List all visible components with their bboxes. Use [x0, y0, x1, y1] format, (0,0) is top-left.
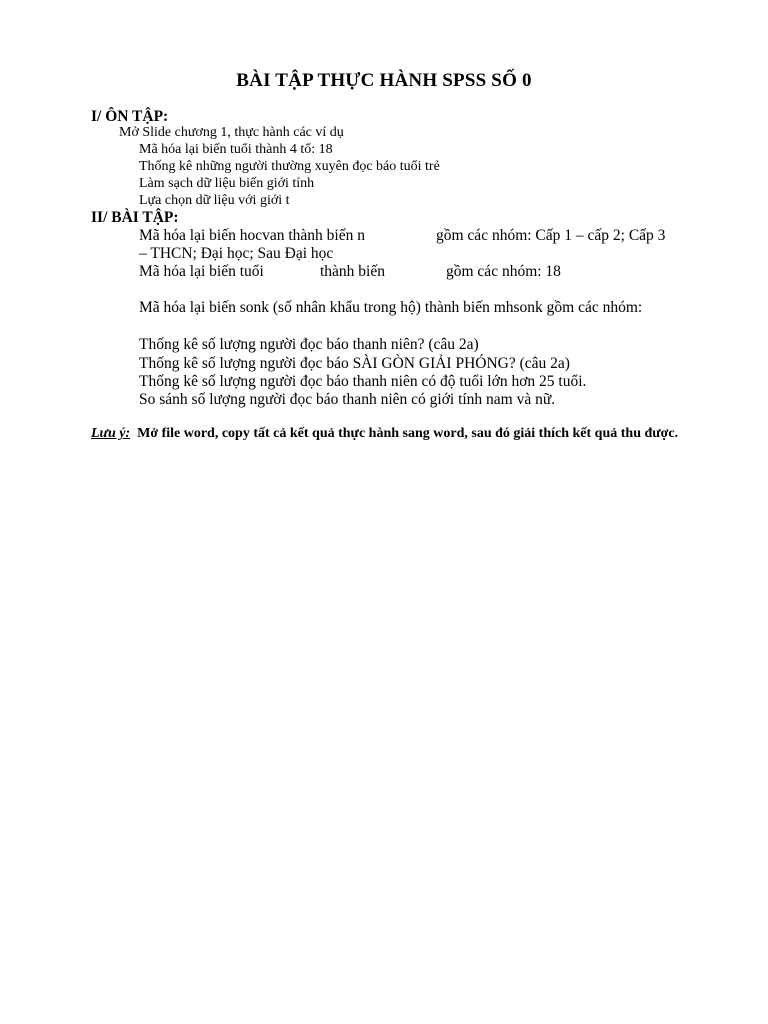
section-2-item-5: Thống kê số lượng người đọc báo SÀI GÒN GIẢI PHÓNG? (câu 2a)	[139, 355, 570, 372]
section-1-item-2: Thống kê những người thường xuyên đọc báo tuổi trẻ	[139, 159, 440, 174]
section-1-heading: I/ ÔN TẬP:	[91, 108, 169, 125]
section-1-item-4: Lựa chọn dữ liệu với giới t	[139, 193, 290, 208]
section-2-item-2-part-1: Mã hóa lại biến tuổi	[139, 263, 264, 280]
note-paragraph	[91, 425, 695, 443]
section-2-item-6: Thống kê số lượng người đọc báo thanh niên có độ tuổi lớn hơn 25 tuổi.	[139, 373, 587, 390]
section-2-item-1-part-1: Mã hóa lại biến hocvan thành biến n	[139, 227, 365, 244]
document-title: BÀI TẬP THỰC HÀNH SPSS SỐ 0	[236, 70, 532, 91]
section-2-item-1-part-2: gồm các nhóm: Cấp 1 – cấp 2; Cấp 3	[436, 227, 666, 244]
note-text: Mở file word, copy tất cả kết quả thực hành sang word, sau đó giải thích kết quả thu được.	[137, 426, 679, 441]
note-label: Lưu ý:	[91, 426, 131, 441]
section-2-item-4: Thống kê số lượng người đọc báo thanh niên? (câu 2a)	[139, 336, 479, 353]
section-2-item-3: Mã hóa lại biến sonk (số nhân khẩu trong hộ) thành biến mhsonk gồm các nhóm:	[139, 299, 643, 316]
section-2-item-1-continuation: – THCN; Đại học; Sau Đại học	[139, 245, 334, 262]
section-1-item-3: Làm sạch dữ liệu biến giới tính	[139, 176, 315, 191]
section-2-item-2-part-2: thành biến	[320, 263, 385, 280]
section-2-item-2-part-3: gồm các nhóm: 18	[446, 263, 561, 280]
section-2-heading: II/ BÀI TẬP:	[91, 209, 179, 226]
section-2-item-7: So sánh số lượng người đọc báo thanh niên có giới tính nam và nữ.	[139, 391, 556, 408]
section-1-item-1: Mã hóa lại biến tuổi thành 4 tổ: 18	[139, 142, 333, 157]
section-1-intro: Mở Slide chương 1, thực hành các ví dụ	[119, 125, 344, 140]
